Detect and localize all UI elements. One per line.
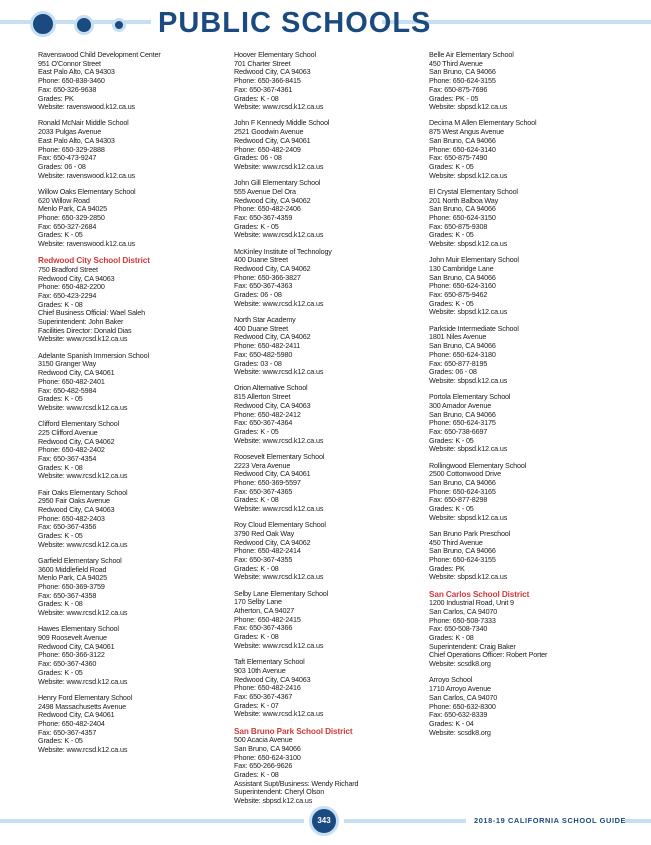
entry-line: 2950 Fair Oaks Avenue [38, 496, 110, 506]
entry-line: East Palo Alto, CA 94303 [38, 67, 115, 77]
school-name: Clifford Elementary School [38, 419, 120, 429]
column-3 [429, 51, 619, 745]
entry-line: Redwood City, CA 94063 [38, 273, 115, 283]
entry-line: Grades: 06 - 08 [234, 290, 282, 300]
entry-line: Fax: 650-632-8339 [429, 710, 488, 720]
entry-line: Grades: K - 08 [234, 632, 279, 642]
entry-line: Phone: 650-366-3827 [234, 272, 301, 282]
entry-line: 201 North Balboa Way [429, 195, 499, 205]
entry-line: Chief Operations Officer: Robert Porter [429, 650, 548, 660]
entry-line: 1710 Arroyo Avenue [429, 684, 491, 694]
entry-line: Fax: 650-875-7696 [429, 84, 488, 94]
entry-line: San Bruno, CA 94066 [429, 546, 496, 556]
entry-line: Website: www.rcsd.k12.ca.us [38, 676, 128, 686]
entry-line: Fax: 650-367-4366 [234, 623, 293, 633]
district-name: San Carlos School District [429, 589, 530, 599]
entry-line: 450 Third Avenue [429, 58, 483, 68]
school-name: McKinley Institute of Technology [234, 246, 332, 256]
school-entry [429, 676, 619, 737]
entry-line: Grades: K - 05 [38, 736, 83, 746]
school-name: Belle Air Elementary School [429, 50, 514, 59]
entry-line: Fax: 650-367-4365 [234, 486, 293, 496]
entry-line: Redwood City, CA 94061 [38, 368, 115, 378]
school-name: Rollingwood Elementary School [429, 460, 527, 470]
entry-line: 2521 Goodwin Avenue [234, 127, 304, 137]
entry-line: Superintendent: John Baker [38, 317, 124, 327]
entry-line: Redwood City, CA 94063 [234, 67, 311, 77]
entry-line: 170 Selby Lane [234, 597, 282, 607]
school-name: Henry Ford Elementary School [38, 692, 133, 702]
entry-line: Fax: 650-327-2684 [38, 221, 97, 231]
entry-line: Phone: 650-624-3140 [429, 144, 496, 154]
entry-line: Fax: 650-877-8298 [429, 495, 488, 505]
entry-line: Fax: 650-877-8195 [429, 358, 488, 368]
entry-line: Fax: 650-367-4364 [234, 418, 293, 428]
school-name: Ravenswood Child Development Center [38, 50, 161, 59]
entry-line: Fax: 650-508-7340 [429, 624, 488, 634]
entry-line: Grades: K - 04 [429, 718, 474, 728]
entry-line: Fax: 650-266-9626 [234, 761, 293, 771]
entry-line: Superintendent: Cheryl Olson [234, 787, 325, 797]
entry-line: Website: www.rcsd.k12.ca.us [234, 230, 324, 240]
school-name: Hoover Elementary School [234, 50, 316, 59]
school-name: John Gill Elementary School [234, 178, 321, 188]
entry-line: Fax: 650-875-9308 [429, 221, 488, 231]
column-2 [234, 51, 424, 813]
entry-line: Grades: K - 05 [38, 531, 83, 541]
entry-line: Website: www.rcsd.k12.ca.us [234, 504, 324, 514]
entry-line: Website: sbpsd.k12.ca.us [429, 572, 508, 582]
school-name: Adelante Spanish Immersion School [38, 350, 149, 360]
entry-line: Assistant Supt/Business: Wendy Richard [234, 778, 359, 788]
entry-line: Fax: 650-482-5984 [38, 385, 97, 395]
entry-line: Website: scsdk8.org [429, 727, 491, 737]
school-name: Portola Elementary School [429, 392, 511, 402]
entry-line: Grades: 06 - 08 [429, 367, 477, 377]
entry-line: 400 Duane Street [234, 323, 288, 333]
entry-line: Grades: K - 08 [234, 769, 279, 779]
entry-line: 3790 Red Oak Way [234, 528, 295, 538]
school-entry [234, 384, 424, 445]
entry-line: Grades: K - 05 [234, 221, 279, 231]
entry-line: 951 O'Connor Street [38, 58, 101, 68]
entry-line: Superintendent: Craig Baker [429, 641, 516, 651]
entry-line: Phone: 650-632-8300 [429, 701, 496, 711]
entry-line: Menlo Park, CA 94025 [38, 573, 107, 583]
entry-line: Atherton, CA 94027 [234, 606, 295, 616]
entry-line: Fax: 650-367-4357 [38, 727, 97, 737]
entry-line: Grades: K - 05 [429, 161, 474, 171]
entry-line: 300 Amador Avenue [429, 400, 492, 410]
entry-line: Fax: 650-367-4361 [234, 84, 293, 94]
entry-line: San Bruno, CA 94066 [429, 409, 496, 419]
entry-line: San Bruno, CA 94066 [429, 477, 496, 487]
entry-line: Phone: 650-624-3155 [429, 76, 496, 86]
entry-line: Grades: PK - 05 [429, 93, 479, 103]
entry-line: Redwood City, CA 94062 [38, 436, 115, 446]
district-entry [38, 256, 228, 344]
entry-line: Redwood City, CA 94063 [234, 400, 311, 410]
entry-line: 3600 Middlefield Road [38, 564, 107, 574]
entry-line: Phone: 650-482-2406 [234, 204, 301, 214]
school-entry [38, 489, 228, 550]
entry-line: Fax: 650-326-9638 [38, 84, 97, 94]
header-dot-large-icon [30, 11, 56, 37]
school-entry [429, 393, 619, 454]
entry-line: Phone: 650-624-3165 [429, 486, 496, 496]
school-entry [234, 590, 424, 651]
school-name: Decima M Allen Elementary School [429, 118, 537, 128]
entry-line: Fax: 650-367-4355 [234, 555, 293, 565]
entry-line: Fax: 650-738-6697 [429, 426, 488, 436]
entry-line: Website: sbpsd.k12.ca.us [429, 102, 508, 112]
entry-line: San Bruno, CA 94066 [429, 272, 496, 282]
entry-line: 400 Duane Street [234, 255, 288, 265]
entry-line: Facilities Director: Donald Dias [38, 325, 132, 335]
entry-line: Website: www.rcsd.k12.ca.us [38, 608, 128, 618]
school-entry [429, 530, 619, 582]
school-name: San Bruno Park Preschool [429, 528, 511, 538]
entry-line: Website: sbpsd.k12.ca.us [429, 239, 508, 249]
entry-line: Redwood City, CA 94062 [234, 263, 311, 273]
entry-line: 1200 Industrial Road, Unit 9 [429, 598, 514, 608]
entry-line: 701 Charter Street [234, 58, 291, 68]
school-name: Roosevelt Elementary School [234, 451, 325, 461]
entry-line: Fax: 650-473-9247 [38, 153, 97, 163]
entry-line: Redwood City, CA 94062 [234, 332, 311, 342]
school-entry [38, 625, 228, 686]
entry-line: Phone: 650-624-3100 [234, 752, 301, 762]
entry-line: Phone: 650-366-3122 [38, 650, 105, 660]
entry-line: San Bruno, CA 94066 [234, 743, 301, 753]
entry-line: Website: www.rcsd.k12.ca.us [234, 102, 324, 112]
entry-line: Phone: 650-482-2415 [234, 614, 301, 624]
footer-rule-end [625, 819, 651, 823]
school-entry [38, 557, 228, 618]
entry-line: Fax: 650-367-4359 [234, 212, 293, 222]
entry-line: 750 Bradford Street [38, 264, 98, 274]
entry-line: Fax: 650-367-4356 [38, 522, 97, 532]
school-entry [234, 51, 424, 112]
school-entry [429, 325, 619, 386]
entry-line: Fax: 650-482-5980 [234, 349, 293, 359]
school-entry [234, 453, 424, 514]
entry-line: Grades: K - 05 [38, 667, 83, 677]
entry-line: 130 Cambridge Lane [429, 263, 494, 273]
entry-line: Phone: 650-624-3155 [429, 555, 496, 565]
school-name: Parkside Intermediate School [429, 323, 519, 333]
entry-line: 450 Third Avenue [429, 537, 483, 547]
entry-line: Website: www.rcsd.k12.ca.us [234, 640, 324, 650]
school-entry [234, 248, 424, 309]
entry-line: Grades: K - 05 [429, 504, 474, 514]
entry-line: Phone: 650-366-8415 [234, 76, 301, 86]
entry-line: Website: www.rcsd.k12.ca.us [234, 367, 324, 377]
entry-line: Grades: K - 05 [429, 298, 474, 308]
entry-line: Website: sbpsd.k12.ca.us [429, 170, 508, 180]
entry-line: Phone: 650-624-3175 [429, 418, 496, 428]
entry-line: Website: www.rcsd.k12.ca.us [38, 745, 128, 755]
school-entry [234, 179, 424, 240]
entry-line: 903 10th Avenue [234, 665, 286, 675]
guide-title: 2018-19 CALIFORNIA SCHOOL GUIDE [474, 816, 627, 825]
school-name: Taft Elementary School [234, 657, 305, 667]
school-entry [38, 119, 228, 180]
entry-line: 500 Acacia Avenue [234, 735, 293, 745]
entry-line: Website: www.rcsd.k12.ca.us [38, 334, 128, 344]
entry-line: East Palo Alto, CA 94303 [38, 135, 115, 145]
school-name: Orion Alternative School [234, 383, 308, 393]
entry-line: 815 Allerton Street [234, 392, 291, 402]
entry-line: Grades: K - 08 [38, 299, 83, 309]
entry-line: San Bruno, CA 94066 [429, 341, 496, 351]
entry-line: Website: sbpsd.k12.ca.us [429, 512, 508, 522]
school-name: Willow Oaks Elementary School [38, 186, 136, 196]
entry-line: Website: www.rcsd.k12.ca.us [234, 298, 324, 308]
entry-line: Redwood City, CA 94061 [234, 469, 311, 479]
entry-line: Website: ravenswood.k12.ca.us [38, 239, 135, 249]
entry-line: Phone: 650-482-2412 [234, 409, 301, 419]
entry-line: Phone: 650-482-2401 [38, 376, 105, 386]
entry-line: Grades: K - 05 [38, 230, 83, 240]
entry-line: Phone: 650-624-3150 [429, 212, 496, 222]
entry-line: Redwood City, CA 94062 [234, 537, 311, 547]
entry-line: Phone: 650-482-2404 [38, 718, 105, 728]
school-name: Ronald McNair Middle School [38, 118, 129, 128]
entry-line: Fax: 650-875-9462 [429, 290, 488, 300]
entry-line: Website: www.rcsd.k12.ca.us [234, 435, 324, 445]
entry-line: Redwood City, CA 94062 [234, 195, 311, 205]
entry-line: Website: ravenswood.k12.ca.us [38, 102, 135, 112]
school-entry [234, 521, 424, 582]
entry-line: Redwood City, CA 94063 [38, 504, 115, 514]
entry-line: Phone: 650-482-2411 [234, 341, 301, 351]
school-name: North Star Academy [234, 314, 296, 324]
entry-line: 875 West Angus Avenue [429, 127, 504, 137]
entry-line: 2498 Massachusetts Avenue [38, 701, 127, 711]
entry-line: 2033 Pulgas Avenue [38, 127, 102, 137]
entry-line: Website: www.rcsd.k12.ca.us [38, 402, 128, 412]
school-name: John Muir Elementary School [429, 255, 519, 265]
entry-line: Redwood City, CA 94063 [234, 674, 311, 684]
district-name: Redwood City School District [38, 256, 150, 266]
school-entry [429, 51, 619, 112]
footer-rule-right [344, 819, 466, 823]
entry-line: Website: www.rcsd.k12.ca.us [234, 572, 324, 582]
entry-line: Fax: 650-875-7490 [429, 153, 488, 163]
school-entry [38, 188, 228, 249]
entry-line: Grades: 06 - 08 [38, 161, 86, 171]
entry-line: Website: www.rcsd.k12.ca.us [38, 539, 128, 549]
entry-line: Menlo Park, CA 94025 [38, 204, 107, 214]
entry-line: Grades: K - 08 [38, 599, 83, 609]
entry-line: Grades: K - 05 [38, 394, 83, 404]
entry-line: Fax: 650-367-4360 [38, 659, 97, 669]
entry-line: Website: sbpsd.k12.ca.us [429, 307, 508, 317]
entry-line: San Bruno, CA 94066 [429, 135, 496, 145]
entry-line: Website: sbpsd.k12.ca.us [429, 375, 508, 385]
school-name: Roy Cloud Elementary School [234, 520, 326, 530]
entry-line: Grades: K - 08 [38, 462, 83, 472]
entry-line: Redwood City, CA 94061 [38, 641, 115, 651]
entry-line: Phone: 650-482-2409 [234, 144, 301, 154]
entry-line: 2500 Cottonwood Drive [429, 469, 501, 479]
school-name: Fair Oaks Elementary School [38, 487, 128, 497]
entry-line: 2223 Vera Avenue [234, 460, 291, 470]
entry-line: 225 Clifford Avenue [38, 427, 98, 437]
page-footer [0, 806, 651, 836]
school-entry [234, 119, 424, 171]
entry-line: Website: www.rcsd.k12.ca.us [234, 161, 324, 171]
district-name: San Bruno Park School District [234, 726, 353, 736]
entry-line: Grades: K - 08 [234, 563, 279, 573]
entry-line: 555 Avenue Del Ora [234, 186, 296, 196]
school-entry [234, 316, 424, 377]
school-name: John F Kennedy Middle School [234, 118, 330, 128]
school-entry [429, 256, 619, 317]
entry-line: Website: www.rcsd.k12.ca.us [234, 709, 324, 719]
school-entry [38, 694, 228, 755]
entry-line: 620 Willow Road [38, 195, 90, 205]
entry-line: Phone: 650-482-2416 [234, 683, 301, 693]
entry-line: Redwood City, CA 94061 [234, 135, 311, 145]
entry-line: Website: www.rcsd.k12.ca.us [38, 471, 128, 481]
entry-line: Grades: PK [429, 563, 465, 573]
entry-line: Redwood City, CA 94061 [38, 710, 115, 720]
entry-line: Fax: 650-367-4358 [38, 590, 97, 600]
district-entry [429, 590, 619, 669]
entry-line: Phone: 650-624-3160 [429, 281, 496, 291]
entry-line: Website: sbpsd.k12.ca.us [234, 796, 313, 806]
entry-line: 909 Roosevelt Avenue [38, 633, 107, 643]
entry-line: Phone: 650-329-2850 [38, 212, 105, 222]
entry-line: Website: scsdk8.org [429, 659, 491, 669]
entry-line: San Bruno, CA 94066 [429, 67, 496, 77]
school-entry [234, 658, 424, 719]
entry-line: 1801 Niles Avenue [429, 332, 487, 342]
entry-line: Fax: 650-367-4354 [38, 453, 97, 463]
entry-line: Phone: 650-482-2402 [38, 445, 105, 455]
entry-line: Phone: 650-482-2414 [234, 546, 301, 556]
school-entry [429, 119, 619, 180]
entry-line: Grades: 06 - 08 [234, 153, 282, 163]
entry-line: Phone: 650-482-2200 [38, 282, 105, 292]
entry-line: Phone: 650-624-3180 [429, 349, 496, 359]
entry-line: Grades: 03 - 08 [234, 358, 282, 368]
entry-line: San Bruno, CA 94066 [429, 204, 496, 214]
entry-line: Phone: 650-329-2888 [38, 144, 105, 154]
entry-line: Phone: 650-369-5597 [234, 477, 301, 487]
entry-line: Chief Business Official: Wael Saleh [38, 308, 146, 318]
page-number: 343 [317, 816, 331, 825]
entry-line: Grades: K - 05 [429, 230, 474, 240]
column-1 [38, 51, 228, 762]
page-header [0, 0, 651, 48]
school-name: El Crystal Elementary School [429, 186, 518, 196]
entry-line: Grades: K - 08 [429, 633, 474, 643]
entry-line: San Carlos, CA 94070 [429, 606, 498, 616]
district-entry [234, 727, 424, 806]
school-entry [38, 420, 228, 481]
entry-line: Phone: 650-369-3759 [38, 582, 105, 592]
entry-line: Fax: 650-367-4367 [234, 691, 293, 701]
entry-line: Grades: K - 07 [234, 700, 279, 710]
page-number-badge [309, 806, 339, 836]
entry-line: Website: sbpsd.k12.ca.us [429, 444, 508, 454]
entry-line: Grades: PK [38, 93, 74, 103]
school-entry [429, 188, 619, 249]
entry-line: Grades: K - 05 [429, 435, 474, 445]
page-title: PUBLIC SCHOOLS [158, 7, 432, 39]
entry-line: Fax: 650-423-2294 [38, 290, 97, 300]
school-entry [38, 352, 228, 413]
school-entry [38, 51, 228, 112]
entry-line: Fax: 650-367-4363 [234, 281, 293, 291]
footer-rule-left [0, 819, 304, 823]
header-dot-small-icon [112, 18, 126, 32]
entry-line: Phone: 650-508-7333 [429, 615, 496, 625]
entry-line: Phone: 650-482-2403 [38, 513, 105, 523]
entry-line: Website: ravenswood.k12.ca.us [38, 170, 135, 180]
school-name: Selby Lane Elementary School [234, 588, 329, 598]
school-entry [429, 462, 619, 523]
school-name: Arroyo School [429, 675, 473, 685]
entry-line: Grades: K - 08 [234, 495, 279, 505]
school-name: Hawes Elementary School [38, 624, 119, 634]
entry-line: Phone: 650-838-3460 [38, 76, 105, 86]
entry-line: Grades: K - 05 [234, 426, 279, 436]
school-name: Garfield Elementary School [38, 555, 122, 565]
entry-line: 3150 Granger Way [38, 359, 97, 369]
entry-line: San Carlos, CA 94070 [429, 692, 498, 702]
entry-line: Grades: K - 08 [234, 93, 279, 103]
header-dot-medium-icon [74, 15, 94, 35]
